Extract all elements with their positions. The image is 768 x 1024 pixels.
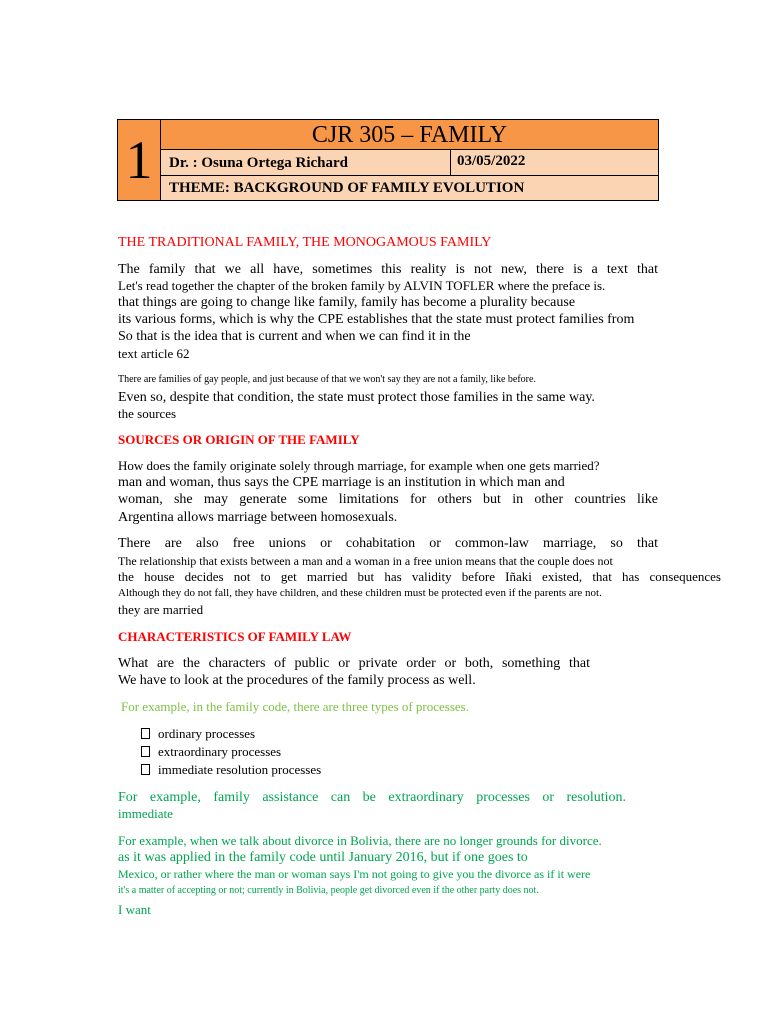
header-table xyxy=(117,119,659,201)
paragraph-line: man and woman, thus says the CPE marriage is an institution in which man and xyxy=(118,475,565,490)
paragraph-line: its various forms, which is why the CPE establishes that the state must protect families from xyxy=(118,312,635,327)
paragraph-line: woman, she may generate some limitations for others but in other countries like xyxy=(118,492,658,507)
paragraph-line: So that is the idea that is current and when we can find it in the xyxy=(118,329,471,344)
paragraph-line: We have to look at the procedures of the family process as well. xyxy=(118,673,476,688)
paragraph-line: How does the family originate solely through marriage, for example when one gets married? xyxy=(118,458,600,473)
section-heading-traditional-family: THE TRADITIONAL FAMILY, THE MONOGAMOUS FAMILY xyxy=(118,235,492,250)
paragraph-line: The relationship that exists between a man and a woman in a free union means that the couple does not xyxy=(118,554,613,568)
paragraph-line: text article 62 xyxy=(118,346,190,361)
green-paragraph-line: For example, when we talk about divorce in Bolivia, there are no longer grounds for divorce. xyxy=(118,833,602,848)
paragraph-line: Although they do not fall, they have children, and these children must be protected even if the parents are not. xyxy=(118,587,602,599)
paragraph-line: There are families of gay people, and just because of that we won't say they are not a family, like before. xyxy=(118,374,536,385)
paragraph-line: the house decides not to get married but has validity before Iñaki existed, that has consequences xyxy=(118,569,721,584)
green-paragraph-line: it's a matter of accepting or not; currently in Bolivia, people get divorced even if the other party does not. xyxy=(118,885,539,896)
theme: THEME: BACKGROUND OF FAMILY EVOLUTION xyxy=(161,176,658,200)
green-paragraph-line: as it was applied in the family code until January 2016, but if one goes to xyxy=(118,850,528,865)
lesson-number: 1 xyxy=(118,120,161,200)
paragraph-line: that things are going to change like family, family has become a plurality because xyxy=(118,295,576,310)
paragraph-line: Let's read together the chapter of the broken family by ALVIN TOFLER where the preface is. xyxy=(118,278,606,293)
checkbox-glyph-icon xyxy=(141,728,150,739)
list-item: immediate resolution processes xyxy=(141,762,321,778)
green-paragraph-line: For example, family assistance can be extraordinary processes or resolution. xyxy=(118,790,626,805)
paragraph-line: they are married xyxy=(118,602,204,617)
paragraph-line: What are the characters of public or private order or both, something that xyxy=(118,656,590,671)
date: 03/05/2022 xyxy=(451,150,658,176)
section-heading-sources: SOURCES OR ORIGIN OF THE FAMILY xyxy=(118,432,360,447)
checkbox-glyph-icon xyxy=(141,764,150,775)
paragraph-line: the sources xyxy=(118,406,177,421)
list-item: extraordinary processes xyxy=(141,744,281,760)
checkbox-glyph-icon xyxy=(141,746,150,757)
paragraph-line: Even so, despite that condition, the state must protect those families in the same way. xyxy=(118,390,595,405)
green-paragraph-line: Mexico, or rather where the man or woman says I'm not going to give you the divorce as if it were xyxy=(118,867,591,881)
author: Dr. : Osuna Ortega Richard xyxy=(161,150,451,176)
paragraph-line: There are also free unions or cohabitation or common-law marriage, so that xyxy=(118,536,658,551)
paragraph-line: Argentina allows marriage between homosexuals. xyxy=(118,510,398,525)
green-paragraph-line: immediate xyxy=(118,806,173,821)
list-item: ordinary processes xyxy=(141,726,255,742)
example-intro: For example, in the family code, there are three types of processes. xyxy=(121,699,469,714)
section-heading-characteristics: CHARACTERISTICS OF FAMILY LAW xyxy=(118,629,352,644)
paragraph-line: The family that we all have, sometimes this reality is not new, there is a text that xyxy=(118,262,658,277)
course-title: CJR 305 – FAMILY xyxy=(161,120,658,150)
green-paragraph-line: I want xyxy=(118,902,151,917)
